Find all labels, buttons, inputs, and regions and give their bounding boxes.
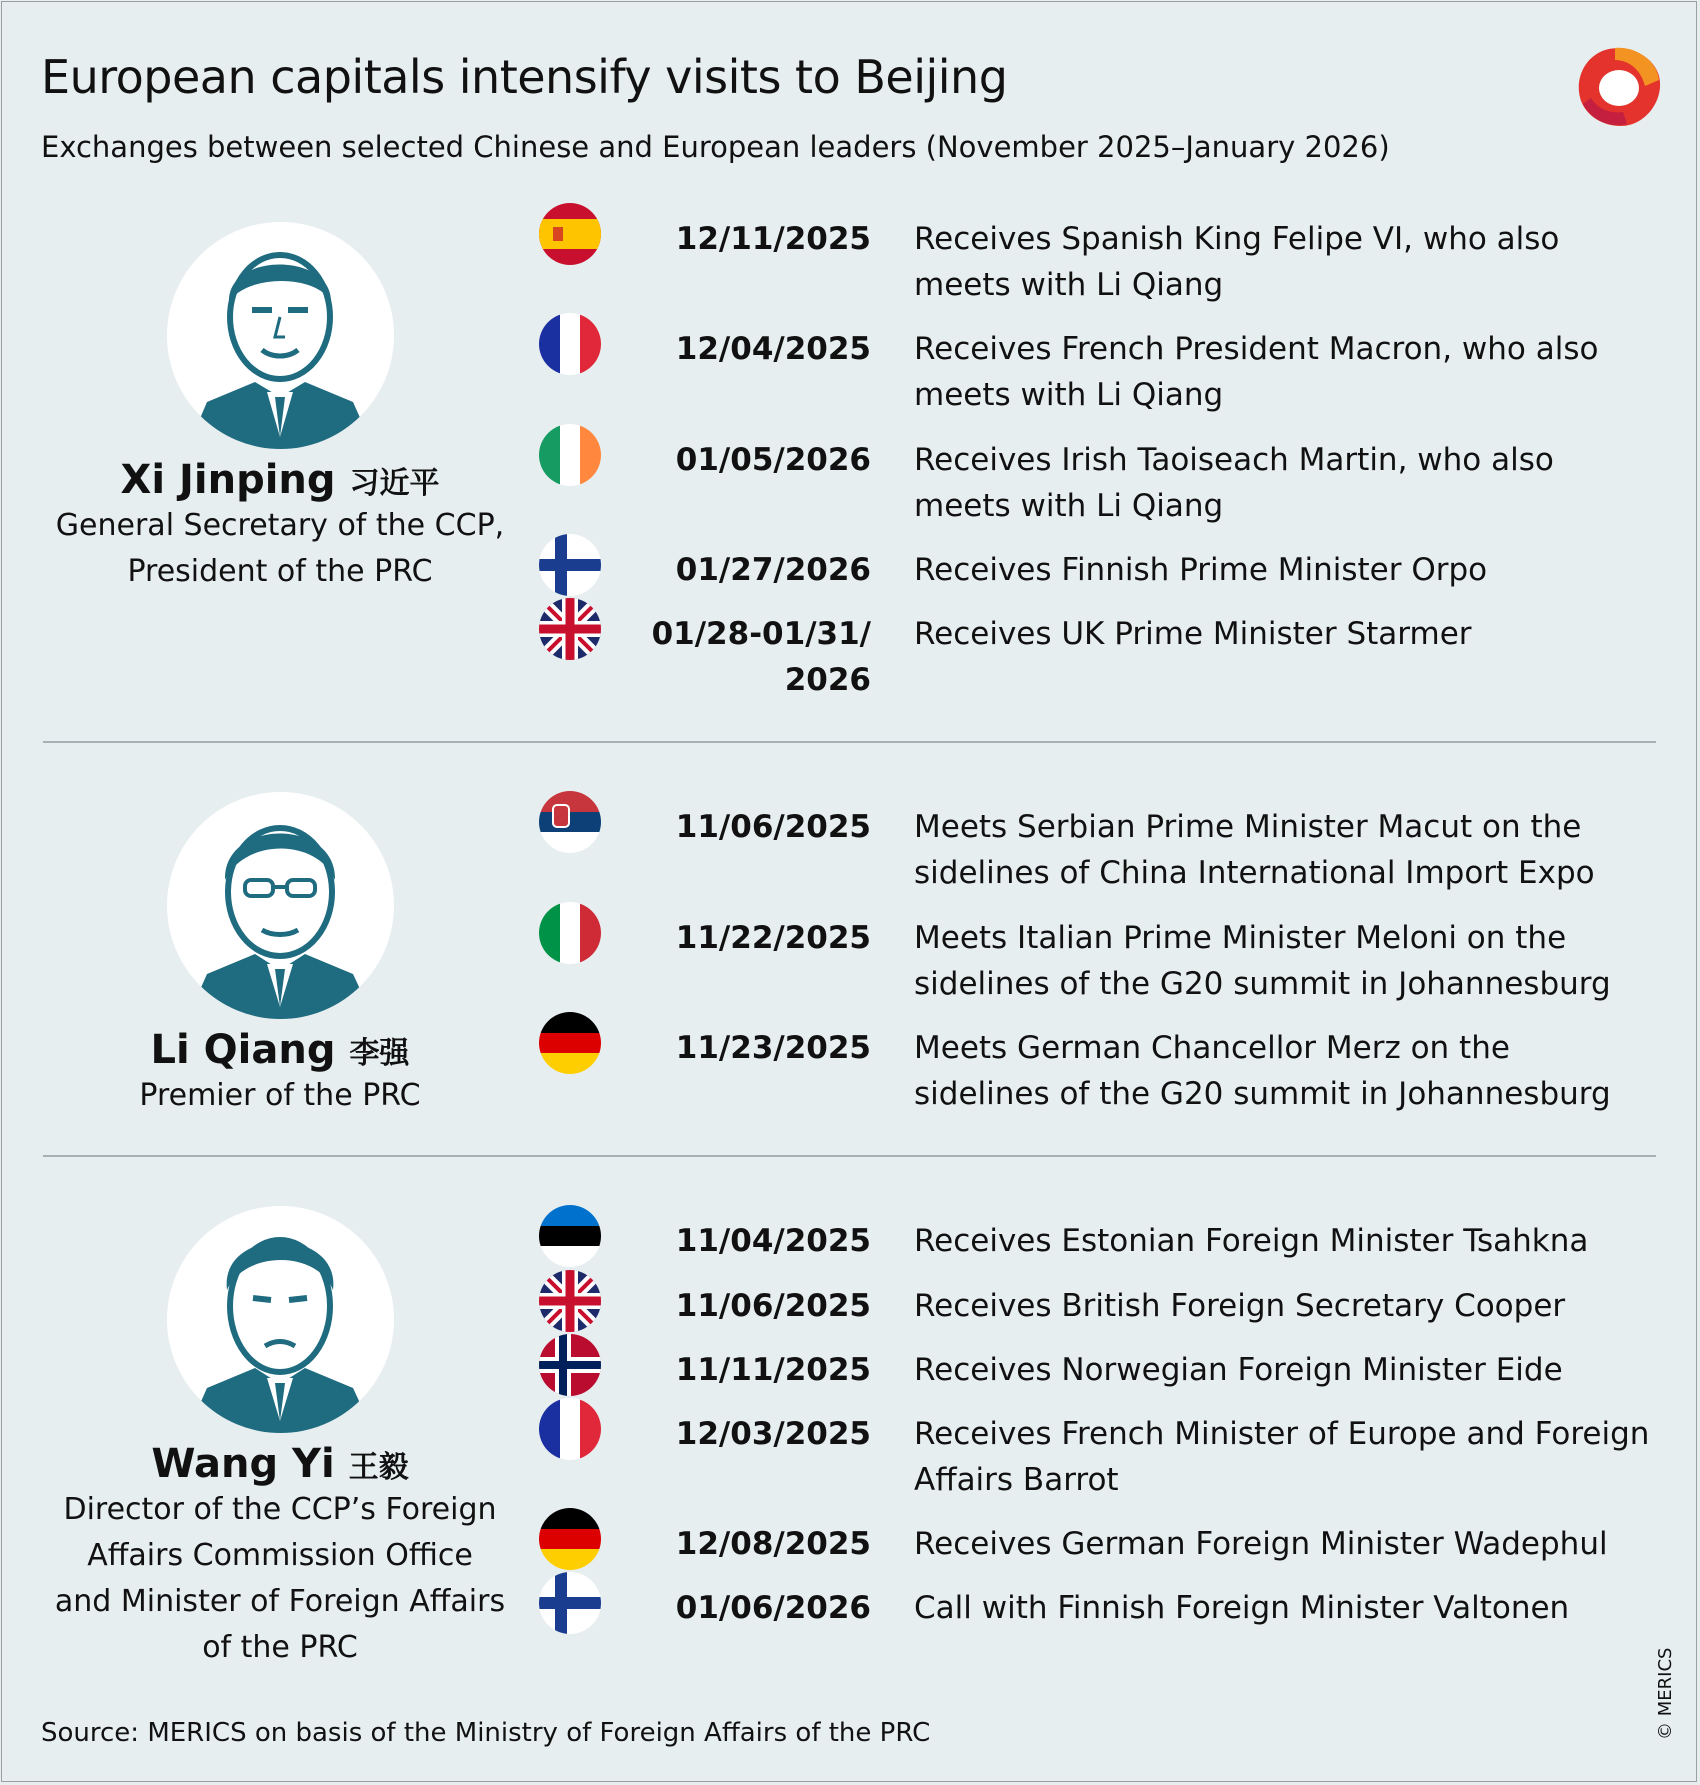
event-date: 11/06/2025 <box>675 1288 871 1324</box>
uk-flag-icon <box>539 598 601 660</box>
event-description: Receives German Foreign Minister Wadephul <box>914 1526 1608 1562</box>
italy-flag-icon <box>539 902 601 964</box>
leader-name: Xi Jinping 习近平 <box>120 457 440 503</box>
leader-card <box>30 792 530 1119</box>
estonia-flag-icon <box>539 1205 601 1267</box>
norway-flag-icon <box>539 1334 601 1396</box>
germany-flag-icon <box>539 1012 601 1074</box>
event-date: 11/22/2025 <box>675 920 871 956</box>
copyright-note: © MERICS <box>1655 1647 1676 1740</box>
page-title: European capitals intensify visits to Beijing <box>41 50 1008 104</box>
event-date: 01/28-01/31/ 2026 <box>651 616 871 698</box>
leader-card <box>30 222 530 595</box>
uk-flag-icon <box>539 1270 601 1332</box>
event-description: Meets Serbian Prime Minister Macut on the sidelines of China International Import Expo <box>914 809 1595 891</box>
leader-name: Wang Yi 王毅 <box>151 1441 409 1487</box>
section-divider <box>43 1155 1656 1157</box>
serbia-flag-icon <box>539 791 601 853</box>
leader-role: Director of the CCP’s Foreign Affairs Commission Office and Minister of Foreign Affairs of the PRC <box>54 1492 506 1665</box>
event-date: 11/23/2025 <box>675 1030 871 1066</box>
event-date: 11/11/2025 <box>675 1352 871 1388</box>
event-date: 11/04/2025 <box>675 1223 871 1259</box>
event-description: Call with Finnish Foreign Minister Valtonen <box>914 1590 1570 1626</box>
leader-card <box>30 1206 530 1671</box>
event-description: Meets German Chancellor Merz on the sidelines of the G20 summit in Johannesburg <box>914 1030 1611 1112</box>
event-date: 01/06/2026 <box>675 1590 871 1626</box>
leader-role: General Secretary of the CCP, President of the PRC <box>55 508 505 589</box>
merics-logo-icon <box>1575 46 1661 128</box>
event-date: 01/27/2026 <box>675 552 871 588</box>
event-description: Receives Spanish King Felipe VI, who also meets with Li Qiang <box>914 221 1560 303</box>
event-description: Meets Italian Prime Minister Meloni on the sidelines of the G20 summit in Johannesburg <box>914 920 1611 1002</box>
event-description: Receives Estonian Foreign Minister Tsahkna <box>914 1223 1589 1259</box>
leader-name: Li Qiang 李强 <box>150 1027 410 1073</box>
event-description: Receives Irish Taoiseach Martin, who also meets with Li Qiang <box>914 442 1554 524</box>
portrait-wang-yi <box>167 1206 394 1433</box>
portrait-li-qiang <box>167 792 394 1019</box>
event-description: Receives French Minister of Europe and Foreign Affairs Barrot <box>914 1416 1650 1498</box>
event-description: Receives French President Macron, who also meets with Li Qiang <box>914 331 1599 413</box>
section-divider <box>43 741 1656 743</box>
event-date: 12/04/2025 <box>675 331 871 367</box>
france-flag-icon <box>539 1398 601 1460</box>
event-description: Receives Norwegian Foreign Minister Eide <box>914 1352 1563 1388</box>
portrait-xi-jinping <box>167 222 394 449</box>
germany-flag-icon <box>539 1508 601 1570</box>
event-date: 01/05/2026 <box>675 442 871 478</box>
event-date: 12/08/2025 <box>675 1526 871 1562</box>
france-flag-icon <box>539 313 601 375</box>
ireland-flag-icon <box>539 424 601 486</box>
finland-flag-icon <box>539 534 601 596</box>
event-date: 12/11/2025 <box>675 221 871 257</box>
event-description: Receives UK Prime Minister Starmer <box>914 616 1472 652</box>
event-description: Receives Finnish Prime Minister Orpo <box>914 552 1488 588</box>
leader-role: Premier of the PRC <box>139 1078 421 1113</box>
page-subtitle: Exchanges between selected Chinese and European leaders (November 2025–January 2026) <box>41 130 1390 164</box>
event-date: 12/03/2025 <box>675 1416 871 1452</box>
source-note: Source: MERICS on basis of the Ministry of Foreign Affairs of the PRC <box>41 1718 931 1748</box>
event-date: 11/06/2025 <box>675 809 871 845</box>
finland-flag-icon <box>539 1572 601 1634</box>
event-description: Receives British Foreign Secretary Cooper <box>914 1288 1566 1324</box>
spain-flag-icon <box>539 203 601 265</box>
